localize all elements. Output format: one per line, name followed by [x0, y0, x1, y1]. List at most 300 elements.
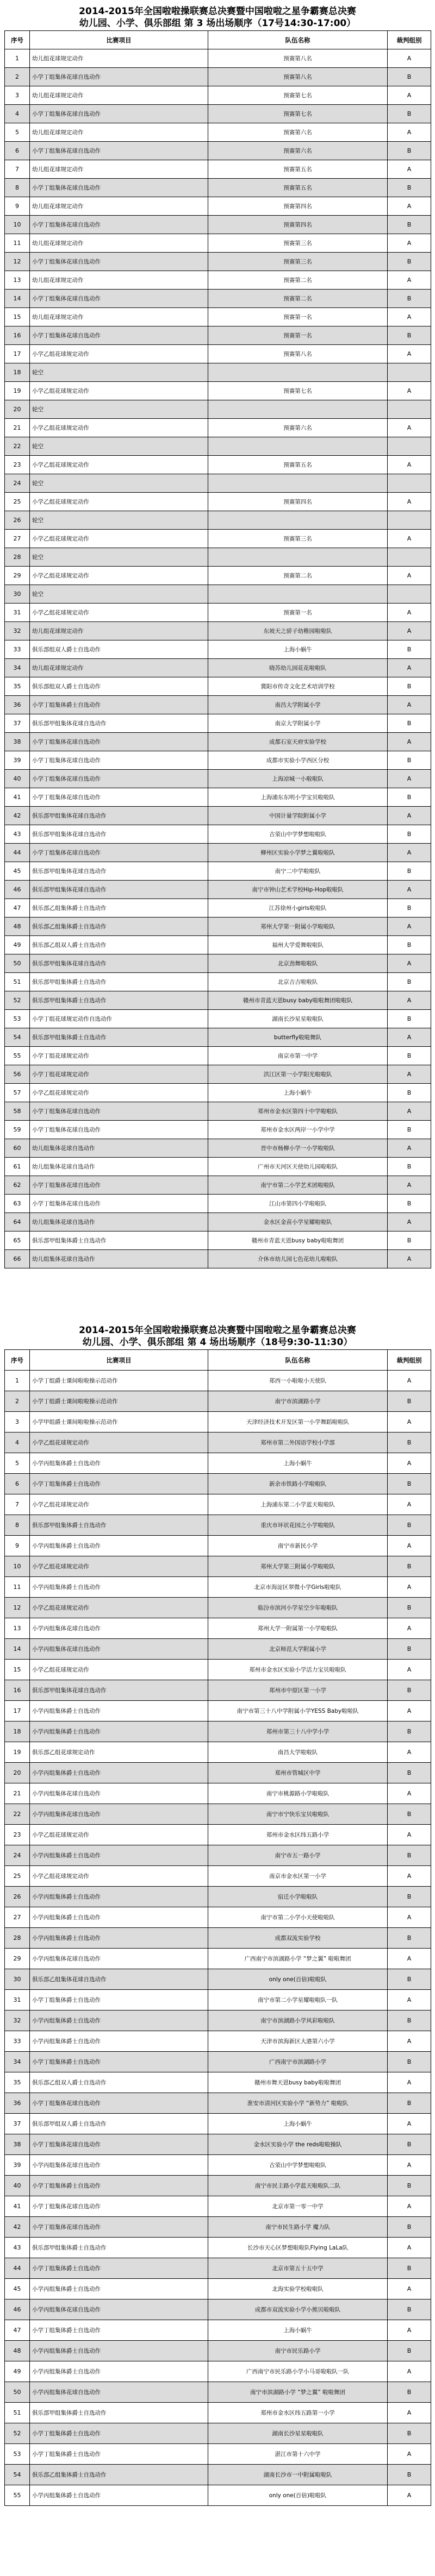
cell-judge-group: B	[388, 1845, 431, 1866]
table-row	[5, 862, 431, 881]
cell-team: 广西南宁市滨湖路小学	[208, 2052, 388, 2072]
table-row	[5, 474, 431, 493]
cell-team: 南宁市第二小学艺术团啦啦队	[208, 1176, 388, 1195]
cell-team: 介休市幼儿园七色花幼儿啦啦队	[208, 1250, 388, 1268]
cell-event: 小学丁组集体爵士自选动作	[30, 1474, 208, 1494]
cell-event: 小学丁组集体花球自选动作	[30, 1102, 208, 1121]
cell-no: 32	[5, 2010, 30, 2031]
cell-judge-group: A	[388, 86, 431, 105]
cell-no: 61	[5, 1158, 30, 1176]
cell-event: 轮空	[30, 363, 208, 382]
table-row	[5, 1990, 431, 2010]
header-team: 队伍名称	[208, 1350, 388, 1371]
cell-no: 49	[5, 936, 30, 954]
table-row	[5, 400, 431, 419]
cell-team: 郑西一小啦啦小天使队	[208, 1371, 388, 1391]
cell-no: 20	[5, 1763, 30, 1783]
cell-event: 俱乐部甲组集体爵士自选动作	[30, 1232, 208, 1250]
cell-judge-group: A	[388, 622, 431, 640]
cell-judge-group: B	[388, 326, 431, 345]
table-row	[5, 2444, 431, 2465]
table-row	[5, 751, 431, 770]
cell-event: 轮空	[30, 437, 208, 456]
table-row	[5, 622, 431, 640]
cell-team: 湖南长沙市一中附属啦啦队	[208, 2465, 388, 2485]
cell-event: 小学丁组集体花球自选动作	[30, 2217, 208, 2238]
cell-team: 郑州市金水区第四十中学啦啦队	[208, 1102, 388, 1121]
cell-no: 13	[5, 271, 30, 290]
cell-judge-group: A	[388, 1825, 431, 1845]
cell-event: 俱乐部甲组集体花球自选动作	[30, 825, 208, 844]
cell-judge-group: A	[388, 881, 431, 899]
cell-no: 63	[5, 1195, 30, 1213]
cell-team: 北京市海淀区翠微小学Girls啦啦队	[208, 1577, 388, 1598]
table-row	[5, 1701, 431, 1721]
cell-team: 南京市第一中学	[208, 1047, 388, 1065]
cell-no: 31	[5, 604, 30, 622]
table-row	[5, 1432, 431, 1453]
table-row	[5, 1763, 431, 1783]
cell-event: 小学丁组花球规定动作自选动作	[30, 1010, 208, 1028]
cell-event: 俱乐部甲组集体爵士自选动作	[30, 2403, 208, 2423]
cell-team: 成都双流实验学校	[208, 1928, 388, 1949]
cell-judge-group: B	[388, 1887, 431, 1907]
cell-no: 53	[5, 1010, 30, 1028]
cell-no: 60	[5, 1139, 30, 1158]
cell-team: 北京市第一零一中学	[208, 2196, 388, 2217]
cell-team: 东坡天之骄子幼稚园啦啦队	[208, 622, 388, 640]
cell-event: 小学丙组集体爵士自选动作	[30, 1763, 208, 1783]
cell-team: 南昌大学啦啦队	[208, 1742, 388, 1763]
cell-team: 湖南长沙星星啦啦队	[208, 1010, 388, 1028]
table-row	[5, 585, 431, 604]
cell-team: 预赛第三名	[208, 530, 388, 548]
cell-event: 小学丁组集体花球自选动作	[30, 68, 208, 86]
table-row	[5, 2485, 431, 2506]
cell-no: 23	[5, 456, 30, 474]
table-row	[5, 936, 431, 954]
cell-judge-group: B	[388, 1639, 431, 1660]
cell-no: 44	[5, 844, 30, 862]
cell-team: 上海小蜗牛	[208, 640, 388, 659]
cell-team: only one(百倍)啦啦队	[208, 1969, 388, 1990]
table-row	[5, 1907, 431, 1928]
cell-no: 55	[5, 2485, 30, 2506]
cell-event: 小学丁组集体爵士自选动作	[30, 2052, 208, 2072]
cell-no: 2	[5, 1391, 30, 1412]
cell-judge-group: A	[388, 1412, 431, 1432]
cell-team: 郑州市管城区中学	[208, 1763, 388, 1783]
cell-event: 小学丁组集体爵士自选动作	[30, 2444, 208, 2465]
cell-judge-group: B	[388, 1969, 431, 1990]
cell-no: 13	[5, 1618, 30, 1639]
table-row	[5, 1618, 431, 1639]
cell-judge-group: B	[388, 1084, 431, 1102]
cell-team: 成都市实验小学西区分校	[208, 751, 388, 770]
table-row	[5, 1887, 431, 1907]
cell-judge-group: A	[388, 493, 431, 511]
cell-judge-group: A	[388, 1742, 431, 1763]
cell-team: 南宁市第三十八中学附属小学YESS Baby啦啦队	[208, 1701, 388, 1721]
cell-judge-group: A	[388, 2361, 431, 2382]
cell-judge-group: B	[388, 2010, 431, 2031]
cell-event: 小学乙组花球规定动作	[30, 493, 208, 511]
table-row	[5, 68, 431, 86]
table-header-row	[5, 1350, 431, 1371]
cell-event: 小学乙组花球规定动作	[30, 567, 208, 585]
table-row	[5, 1969, 431, 1990]
cell-team: 淮安市清河区实验小学 “新势力” 啦啦队	[208, 2093, 388, 2114]
cell-team: 新余市铁路小学啦啦队	[208, 1474, 388, 1494]
cell-no: 5	[5, 1453, 30, 1474]
cell-judge-group: A	[388, 1213, 431, 1232]
cell-event: 俱乐部组双人爵士自选动作	[30, 677, 208, 696]
cell-team: 赣州市舞天恩busy baby啦啦舞团	[208, 2072, 388, 2093]
cell-no: 34	[5, 659, 30, 677]
cell-team: 郑州大学第三附属小学啦啦队	[208, 1556, 388, 1577]
cell-team: 预赛第五名	[208, 160, 388, 179]
cell-judge-group: B	[388, 862, 431, 881]
cell-no: 36	[5, 2093, 30, 2114]
cell-no: 42	[5, 807, 30, 825]
cell-event: 俱乐部乙组双人爵士自选动作	[30, 936, 208, 954]
table-row	[5, 253, 431, 271]
cell-team	[208, 511, 388, 530]
cell-team: 南宁市民乐路小学	[208, 2341, 388, 2361]
table-row	[5, 2155, 431, 2176]
cell-event: 小学丙组集体花球自选动作	[30, 1639, 208, 1660]
cell-team: 上海小蜗牛	[208, 2320, 388, 2341]
cell-team: 北京师范大学附属小学	[208, 1639, 388, 1660]
cell-judge-group: A	[388, 1577, 431, 1598]
table-row	[5, 899, 431, 918]
cell-team: 郑州市第二外国语学校小学部	[208, 1432, 388, 1453]
cell-judge-group: B	[388, 142, 431, 160]
cell-no: 18	[5, 1721, 30, 1742]
table-row	[5, 2114, 431, 2134]
cell-judge-group: B	[388, 1515, 431, 1536]
cell-judge-group: B	[388, 2093, 431, 2114]
table-row	[5, 604, 431, 622]
cell-judge-group: B	[388, 1556, 431, 1577]
cell-team: 南宁市五一路小学	[208, 1845, 388, 1866]
cell-team: 赣州市青蓝天恩busy baby啦啦舞团啦啦队	[208, 991, 388, 1010]
cell-team: 郑州市金水区两岸一小学中学	[208, 1121, 388, 1139]
cell-event: 俱乐部甲组集体爵士自选动作	[30, 2238, 208, 2258]
cell-event: 小学丁组集体花球自选动作	[30, 788, 208, 807]
table-row	[5, 659, 431, 677]
table-row	[5, 493, 431, 511]
table-row	[5, 86, 431, 105]
cell-no: 44	[5, 2258, 30, 2279]
cell-no: 28	[5, 548, 30, 567]
cell-event: 俱乐部甲组集体爵士自选动作	[30, 1515, 208, 1536]
cell-event: 小学丁组集体花球自选动作	[30, 1176, 208, 1195]
cell-judge-group: B	[388, 216, 431, 234]
cell-no: 28	[5, 1928, 30, 1949]
cell-judge-group	[388, 474, 431, 493]
cell-team: 郑州市金水区实验小学活力宝贝啦啦队	[208, 1660, 388, 1680]
cell-no: 7	[5, 160, 30, 179]
cell-event: 小学乙组花球规定动作	[30, 1660, 208, 1680]
cell-team: 重庆市环状花园之小学啦啦队	[208, 1515, 388, 1536]
cell-team: 天津市滨海新区大港第六小学	[208, 2031, 388, 2052]
cell-event: 幼儿组集体花球自选动作	[30, 1139, 208, 1158]
cell-judge-group: B	[388, 1598, 431, 1618]
cell-no: 4	[5, 105, 30, 123]
session-4-subtitle: 幼儿园、小学、俱乐部组 第 4 场出场顺序（18号9:30-11:30）	[82, 1337, 353, 1348]
table-row	[5, 1028, 431, 1047]
schedule-sheet-3	[4, 5, 431, 1268]
table-row	[5, 1232, 431, 1250]
cell-judge-group: B	[388, 105, 431, 123]
cell-team: 预赛第二名	[208, 271, 388, 290]
cell-event: 小学乙组花球规定动作	[30, 1556, 208, 1577]
cell-team: 预赛第八名	[208, 345, 388, 363]
cell-no: 41	[5, 788, 30, 807]
cell-team: 北海实验学校啦啦队	[208, 2279, 388, 2299]
cell-team: 预赛第七名	[208, 105, 388, 123]
cell-no: 38	[5, 733, 30, 751]
table-row	[5, 1176, 431, 1195]
cell-team: 广西南宁市民乐路小学小马哥啦啦队一队	[208, 2361, 388, 2382]
cell-judge-group: A	[388, 1536, 431, 1556]
cell-judge-group: B	[388, 640, 431, 659]
cell-team: 广西南宁市滨湖路小学 “梦之翼” 啦啦舞团	[208, 1949, 388, 1969]
cell-judge-group: A	[388, 456, 431, 474]
cell-no: 30	[5, 1969, 30, 1990]
cell-team: 晓苏幼儿园花花啦啦队	[208, 659, 388, 677]
table-row	[5, 2217, 431, 2238]
cell-judge-group: B	[388, 68, 431, 86]
cell-judge-group: B	[388, 1721, 431, 1742]
cell-no: 21	[5, 419, 30, 437]
cell-judge-group: A	[388, 1783, 431, 1804]
table-row	[5, 2258, 431, 2279]
table-row	[5, 1598, 431, 1618]
cell-event: 幼儿组花球规定动作	[30, 622, 208, 640]
cell-team: butterfly啦啦舞队	[208, 1028, 388, 1047]
cell-event: 俱乐部组双人爵士自选动作	[30, 640, 208, 659]
cell-judge-group: B	[388, 2382, 431, 2403]
table-row	[5, 511, 431, 530]
cell-team: 古荥山中学梦想啦啦队	[208, 825, 388, 844]
table-row	[5, 2196, 431, 2217]
table-row	[5, 1195, 431, 1213]
table-row	[5, 696, 431, 714]
cell-no: 52	[5, 2423, 30, 2444]
header-no: 序号	[5, 31, 30, 49]
table-row	[5, 1639, 431, 1660]
cell-no: 41	[5, 2196, 30, 2217]
cell-team: 湛江市第十六中学	[208, 2444, 388, 2465]
cell-no: 62	[5, 1176, 30, 1195]
cell-event: 幼儿组集体花球自选动作	[30, 1250, 208, 1268]
cell-no: 35	[5, 677, 30, 696]
cell-judge-group: A	[388, 696, 431, 714]
cell-team: 长沙市天心区梦想啦啦队Flying LaLa队	[208, 2238, 388, 2258]
table-row	[5, 2052, 431, 2072]
cell-no: 50	[5, 954, 30, 973]
cell-team: 古荥山中学梦想啦啦队	[208, 2155, 388, 2176]
header-judge-group: 裁判组别	[388, 31, 431, 49]
cell-no: 57	[5, 1084, 30, 1102]
cell-team: 预赛第四名	[208, 216, 388, 234]
cell-no: 43	[5, 2238, 30, 2258]
cell-judge-group: A	[388, 2072, 431, 2093]
cell-event: 小学丁组集体花球自选动作	[30, 844, 208, 862]
cell-no: 26	[5, 1887, 30, 1907]
table-row	[5, 1213, 431, 1232]
cell-no: 26	[5, 511, 30, 530]
cell-judge-group: A	[388, 2485, 431, 2506]
cell-no: 56	[5, 1065, 30, 1084]
cell-no: 6	[5, 1474, 30, 1494]
cell-event: 小学丁组集体花球自选动作	[30, 1121, 208, 1139]
table-row	[5, 1047, 431, 1065]
table-row	[5, 456, 431, 474]
cell-judge-group: A	[388, 1028, 431, 1047]
table-row	[5, 197, 431, 216]
header-judge-group: 裁判组别	[388, 1350, 431, 1371]
cell-team: 郑州市金水区纬五路小学	[208, 1825, 388, 1845]
cell-no: 25	[5, 493, 30, 511]
cell-no: 4	[5, 1432, 30, 1453]
cell-event: 小学丁组爵士课间啦啦操示范动作	[30, 1391, 208, 1412]
cell-event: 幼儿组花球规定动作	[30, 271, 208, 290]
cell-event: 轮空	[30, 585, 208, 604]
table-row	[5, 1866, 431, 1887]
table-row	[5, 2465, 431, 2485]
cell-judge-group: A	[388, 991, 431, 1010]
cell-team: 江山市第四小学啦啦队	[208, 1195, 388, 1213]
cell-no: 1	[5, 49, 30, 68]
cell-event: 小学丙组集体爵士自选动作	[30, 2485, 208, 2506]
cell-no: 20	[5, 400, 30, 419]
cell-no: 5	[5, 123, 30, 142]
cell-no: 19	[5, 1742, 30, 1763]
cell-team: 预赛第二名	[208, 567, 388, 585]
cell-judge-group: A	[388, 1065, 431, 1084]
cell-no: 50	[5, 2382, 30, 2403]
cell-event: 幼儿组花球规定动作	[30, 234, 208, 253]
cell-event: 小学丁组集体爵士自选动作	[30, 2423, 208, 2444]
cell-no: 6	[5, 142, 30, 160]
cell-judge-group: A	[388, 2114, 431, 2134]
cell-no: 12	[5, 1598, 30, 1618]
cell-no: 59	[5, 1121, 30, 1139]
cell-team: 江苏徐州小girls啦啦队	[208, 899, 388, 918]
cell-no: 38	[5, 2134, 30, 2155]
cell-event: 轮空	[30, 511, 208, 530]
cell-team: only one(百倍)啦啦队	[208, 2485, 388, 2506]
cell-no: 27	[5, 530, 30, 548]
cell-team: 上海浦东东明小学宝贝啦啦队	[208, 788, 388, 807]
table-row	[5, 49, 431, 68]
cell-judge-group: A	[388, 2444, 431, 2465]
cell-judge-group: B	[388, 253, 431, 271]
cell-team: 预赛第七名	[208, 86, 388, 105]
session-3-header	[4, 5, 431, 29]
cell-event: 俱乐部甲组集体花球自选动作	[30, 862, 208, 881]
cell-event: 小学乙组花球规定动作	[30, 382, 208, 400]
cell-team: 金水区金苗小学星耀啦啦队	[208, 1213, 388, 1232]
cell-team: 宿迁小学啦啦队	[208, 1887, 388, 1907]
table-row	[5, 234, 431, 253]
table-row	[5, 2134, 431, 2155]
cell-no: 14	[5, 1639, 30, 1660]
cell-judge-group: B	[388, 1391, 431, 1412]
table-row	[5, 567, 431, 585]
cell-event: 小学丁组集体花球自选动作	[30, 216, 208, 234]
cell-no: 66	[5, 1250, 30, 1268]
cell-event: 小学丁组集体花球自选动作	[30, 1195, 208, 1213]
cell-team: 上海小蜗牛	[208, 1084, 388, 1102]
table-row	[5, 2423, 431, 2444]
cell-no: 11	[5, 1577, 30, 1598]
cell-event: 俱乐部甲组双人爵士自选动作	[30, 2114, 208, 2134]
cell-event: 小学丙组集体花球自选动作	[30, 1783, 208, 1804]
table-row	[5, 1721, 431, 1742]
cell-event: 小学丁组花球规定动作	[30, 1065, 208, 1084]
cell-team: 南宁市滨湖路小学风彩啦啦队	[208, 2010, 388, 2031]
cell-judge-group: A	[388, 345, 431, 363]
cell-team	[208, 437, 388, 456]
cell-event: 小学乙组花球规定动作	[30, 345, 208, 363]
cell-judge-group: A	[388, 1618, 431, 1639]
cell-judge-group: A	[388, 1453, 431, 1474]
cell-judge-group: A	[388, 807, 431, 825]
table-row	[5, 105, 431, 123]
cell-no: 22	[5, 437, 30, 456]
cell-team: 预赛第七名	[208, 382, 388, 400]
table-row	[5, 1453, 431, 1474]
cell-no: 15	[5, 1660, 30, 1680]
cell-event: 幼儿组花球规定动作	[30, 659, 208, 677]
cell-event: 幼儿组集体花球自选动作	[30, 1213, 208, 1232]
cell-no: 47	[5, 2320, 30, 2341]
table-row	[5, 2238, 431, 2258]
table-row	[5, 419, 431, 437]
cell-judge-group: B	[388, 1010, 431, 1028]
cell-team: 预赛第一名	[208, 326, 388, 345]
cell-team: 南宁市宁快乐宝贝啦啦队	[208, 1804, 388, 1825]
cell-no: 19	[5, 382, 30, 400]
cell-no: 3	[5, 1412, 30, 1432]
table-row	[5, 1158, 431, 1176]
cell-no: 29	[5, 567, 30, 585]
cell-team: 预赛第八名	[208, 68, 388, 86]
table-row	[5, 1536, 431, 1556]
cell-no: 58	[5, 1102, 30, 1121]
table-row	[5, 1391, 431, 1412]
cell-event: 小学丁组集体爵士自选动作	[30, 2176, 208, 2196]
cell-judge-group: B	[388, 179, 431, 197]
cell-team: 南宁市钟山艺术学校Hip-Hop啦啦队	[208, 881, 388, 899]
cell-judge-group: A	[388, 918, 431, 936]
cell-judge-group: A	[388, 604, 431, 622]
cell-team: 上海小蜗牛	[208, 2114, 388, 2134]
cell-no: 37	[5, 2114, 30, 2134]
cell-team: 预赛第五名	[208, 456, 388, 474]
cell-team: 北京市第五十五中学	[208, 2258, 388, 2279]
cell-no: 31	[5, 1990, 30, 2010]
cell-judge-group: A	[388, 1949, 431, 1969]
cell-judge-group: A	[388, 1907, 431, 1928]
cell-team: 成都石室天府实验学校	[208, 733, 388, 751]
cell-event: 小学丁组集体花球自选动作	[30, 253, 208, 271]
cell-event: 小学丁组集体爵士自选动作	[30, 2320, 208, 2341]
